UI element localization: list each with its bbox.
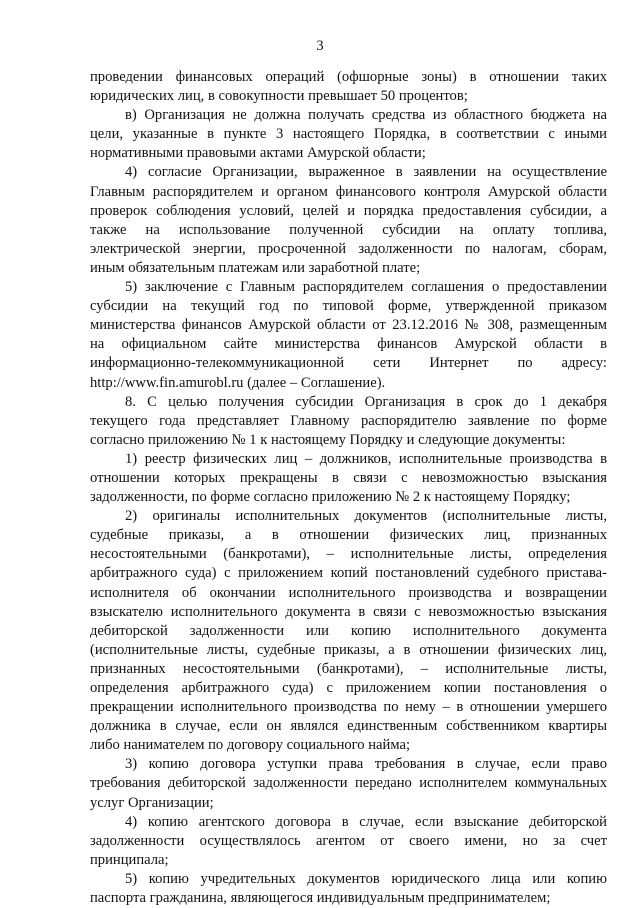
text-line: 1) реестр физических лиц – должников, исполнительные производства в <box>125 450 607 467</box>
text-line: 5) копию учредительных документов юридического лица или копию <box>125 870 607 887</box>
text-line: 3) копию договора уступки права требования в случае, если право <box>125 756 607 773</box>
text-line: субсидии на текущий год по типовой форме, утвержденной приказом <box>90 298 607 315</box>
text-line: прекращении исполнительного производства по нему – в отношении умершего <box>90 699 607 716</box>
text-line: задолженности осуществлялось агентом от своего имени, но за счет <box>90 832 607 849</box>
text-line: отношении которых прекращены в связи с невозможностью взыскания <box>90 469 607 486</box>
text-line: услуг Организации; <box>90 794 214 811</box>
text-line: министерства финансов Амурской области от 23.12.2016 № 308, размещенным <box>90 317 607 334</box>
text-line: юридических лиц, в совокупности превышает 50 процентов; <box>90 88 468 105</box>
text-line: признанных несостоятельными (банкротами), – исполнительные листы, <box>90 660 607 677</box>
text-line: 4) копию агентского договора в случае, если взыскание дебиторской <box>125 813 607 830</box>
text-line: либо нанимателем по договору социального найма; <box>90 737 411 754</box>
text-line: согласно приложению № 1 к настоящему Порядку и следующие документы: <box>90 431 566 448</box>
text-line: иным обязательным платежам или заработной плате; <box>90 259 421 276</box>
text-line: проверок соблюдения условий, целей и порядка предоставления субсидии, а <box>90 202 607 219</box>
text-line: исполнителя об окончании исполнительного производства и возвращении <box>90 584 607 601</box>
text-line: в) Организация не должна получать средства из областного бюджета на <box>125 107 607 124</box>
document-body <box>90 68 607 908</box>
text-line: также на использование полученной субсидии на оплату топлива, <box>90 221 607 238</box>
text-line: цели, указанные в пункте 3 настоящего Порядка, в соответствии с иными <box>90 126 607 143</box>
page-number: 3 <box>316 38 324 54</box>
text-line: текущего года представляет Главному распорядителю заявление по форме <box>90 412 607 429</box>
text-line: арбитражного суда) с приложением копий постановлений судебного пристава- <box>90 565 607 582</box>
text-line: принципала; <box>90 851 169 868</box>
text-line: определения арбитражного суда) с приложением копии постановления о <box>90 680 607 696</box>
text-line: паспорта гражданина, являющегося индивидуальным предпринимателем; <box>90 890 551 907</box>
text-line: несостоятельными (банкротами), – исполнительные листы, определения <box>90 546 607 563</box>
text-line: задолженности, по форме согласно приложению № 2 к настоящему Порядку; <box>90 489 571 506</box>
text-line: судебные приказы, а в отношении физических лиц, признанных <box>90 527 607 544</box>
text-line: нормативными правовыми актами Амурской области; <box>90 145 426 162</box>
text-line: http://www.fin.amurobl.ru (далее – Соглашение). <box>90 374 386 391</box>
text-line: дебиторской задолженности или копию исполнительного документа <box>90 622 607 639</box>
text-line: (исполнительные листы, судебные приказы, а в отношении физических лиц, <box>90 641 607 658</box>
text-line: проведении финансовых операций (офшорные зоны) в отношении таких <box>90 69 607 85</box>
text-line: 8. С целью получения субсидии Организация в срок до 1 декабря <box>125 393 607 410</box>
text-line: требования дебиторской задолженности передано исполнителем коммунальных <box>90 775 607 792</box>
text-line: информационно-телекоммуникационной сети Интернет по адресу: <box>90 355 607 372</box>
text-line: 5) заключение с Главным распорядителем соглашения о предоставлении <box>125 279 607 296</box>
text-line: 2) оригиналы исполнительных документов (исполнительные листы, <box>125 508 607 525</box>
text-line: взыскателю исполнительного документа в связи с невозможностью взыскания <box>90 603 607 620</box>
text-line: 4) согласие Организации, выраженное в заявлении на осуществление <box>125 164 607 181</box>
text-line: электрической энергии, просроченной задолженности по налогам, сборам, <box>90 240 607 257</box>
text-line: Главным распорядителем и органом финансового контроля Амурской области <box>90 183 607 200</box>
text-line: должника в случае, если он являлся единственным собственником квартиры <box>90 718 607 735</box>
text-line: на официальном сайте министерства финансов Амурской области в <box>90 336 607 353</box>
